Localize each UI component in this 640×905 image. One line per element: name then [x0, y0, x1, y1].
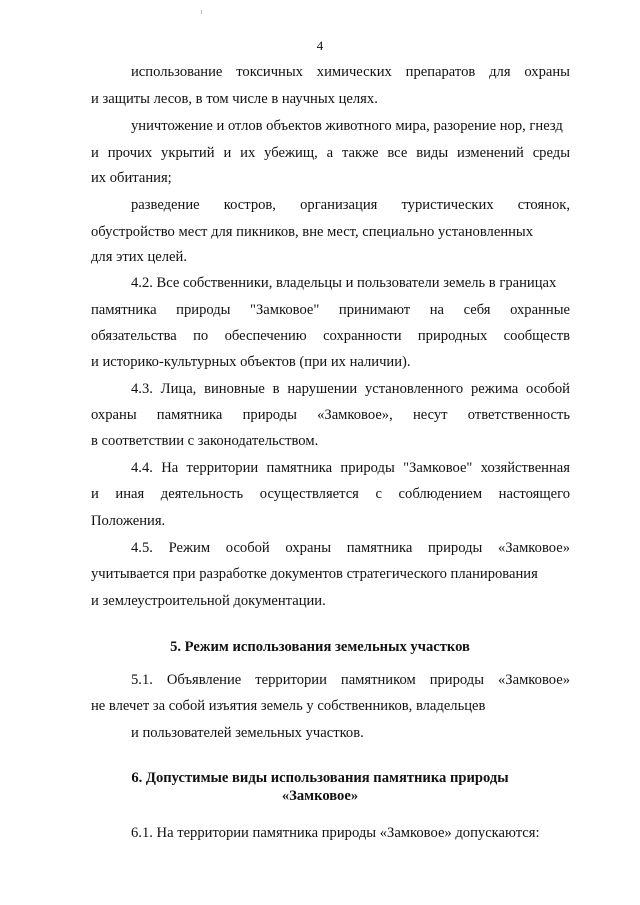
paragraph-line: и иная деятельность осуществляется с соблюдением настоящего: [91, 486, 570, 502]
paragraph-line: охраны памятника природы «Замковое», несут ответственность: [91, 407, 570, 423]
paragraph-line: их обитания;: [91, 170, 172, 186]
paragraph-line: использование токсичных химических препаратов для охраны: [131, 64, 570, 80]
paragraph-line: и прочих укрытий и их убежищ, а также все виды изменений среды: [91, 145, 570, 161]
paragraph-line: 4.3. Лица, виновные в нарушении установленного режима особой: [131, 381, 570, 397]
paragraph-line: 5.1. Объявление территории памятником природы «Замковое»: [131, 672, 570, 688]
scan-mark: [201, 10, 202, 14]
paragraph-line: для этих целей.: [91, 249, 187, 265]
section-heading: «Замковое»: [281, 788, 359, 804]
paragraph-line: обустройство мест для пикников, вне мест, специально установленных: [91, 224, 534, 240]
paragraph-line: 6.1. На территории памятника природы «Замковое» допускаются:: [131, 825, 540, 841]
section-heading: 5. Режим использования земельных участков: [170, 639, 470, 655]
paragraph-line: в соответствии с законодательством.: [91, 433, 319, 449]
paragraph-line: Положения.: [91, 513, 166, 529]
paragraph-line: 4.4. На территории памятника природы "Замковое" хозяйственная: [131, 460, 570, 476]
paragraph-line: 4.5. Режим особой охраны памятника природы «Замковое»: [131, 540, 570, 556]
paragraph-line: 4.2. Все собственники, владельцы и пользователи земель в границах: [131, 275, 557, 291]
paragraph-line: учитывается при разработке документов стратегического планирования: [91, 566, 538, 582]
paragraph-line: разведение костров, организация туристических стоянок,: [131, 197, 570, 213]
section-heading: 6. Допустимые виды использования памятника природы: [131, 770, 509, 786]
paragraph-line: уничтожение и отлов объектов животного мира, разорение нор, гнезд: [131, 118, 563, 134]
paragraph-line: и землеустроительной документации.: [91, 593, 326, 609]
paragraph-line: не влечет за собой изъятия земель у собственников, владельцев: [91, 698, 486, 714]
paragraph-line: обязательства по обеспечению сохранности природных сообществ: [91, 328, 570, 344]
paragraph-line: и историко-культурных объектов (при их наличии).: [91, 354, 411, 370]
paragraph-line: памятника природы "Замковое" принимают на себя охранные: [91, 302, 570, 318]
page-number: 4: [316, 38, 324, 53]
paragraph-line: и пользователей земельных участков.: [131, 725, 364, 741]
paragraph-line: и защиты лесов, в том числе в научных целях.: [91, 91, 378, 107]
